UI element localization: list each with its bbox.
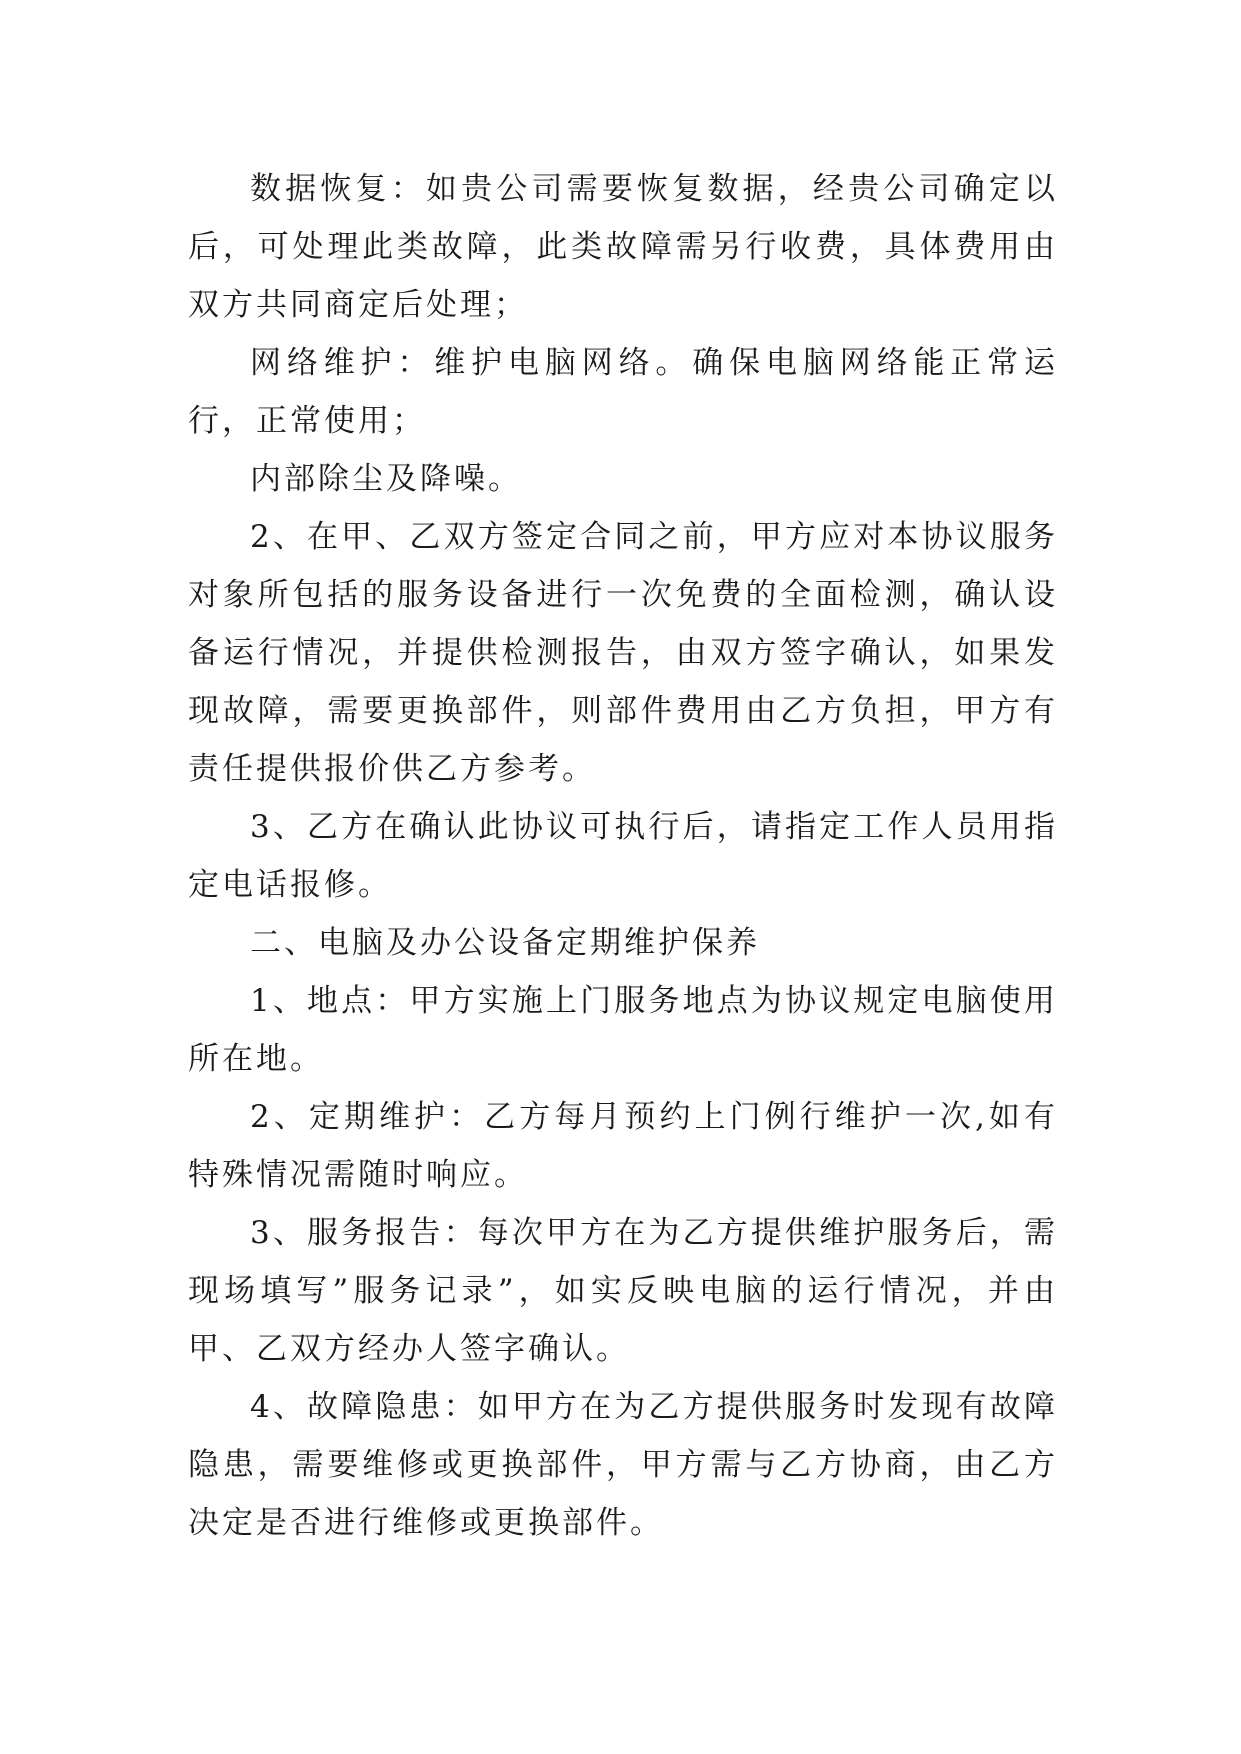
paragraph-item-3-repair-phone: 3、乙方在确认此协议可执行后，请指定工作人员用指定电话报修。 <box>188 809 1058 903</box>
paragraph-dust-noise: 内部除尘及降噪。 <box>250 461 522 497</box>
section-heading-periodic-maintenance: 二、电脑及办公设备定期维护保养 <box>250 925 760 961</box>
paragraph-service-report: 3、服务报告：每次甲方在为乙方提供维护服务后，需现场填写”服务记录”，如实反映电脑的运行情况，并由甲、乙双方经办人签字确认。 <box>188 1215 1058 1367</box>
document-body <box>188 160 1058 1552</box>
paragraph-fault-hazards: 4、故障隐患：如甲方在为乙方提供服务时发现有故障隐患，需要维修或更换部件，甲方需与乙方协商，由乙方决定是否进行维修或更换部件。 <box>188 1389 1058 1541</box>
paragraph-data-recovery: 数据恢复：如贵公司需要恢复数据，经贵公司确定以后，可处理此类故障，此类故障需另行收费，具体费用由双方共同商定后处理； <box>188 171 1058 323</box>
paragraph-periodic-maintenance: 2、定期维护：乙方每月预约上门例行维护一次,如有特殊情况需随时响应。 <box>188 1099 1058 1193</box>
paragraph-network-maintenance: 网络维护：维护电脑网络。确保电脑网络能正常运行，正常使用； <box>188 345 1058 439</box>
paragraph-location: 1、地点：甲方实施上门服务地点为协议规定电脑使用所在地。 <box>188 983 1058 1077</box>
paragraph-item-2-inspection: 2、在甲、乙双方签定合同之前，甲方应对本协议服务对象所包括的服务设备进行一次免费的全面检测，确认设备运行情况，并提供检测报告，由双方签字确认，如果发现故障，需要更换部件，则部件费用由乙方负担，甲方有责任提供报价供乙方参考。 <box>188 519 1058 787</box>
